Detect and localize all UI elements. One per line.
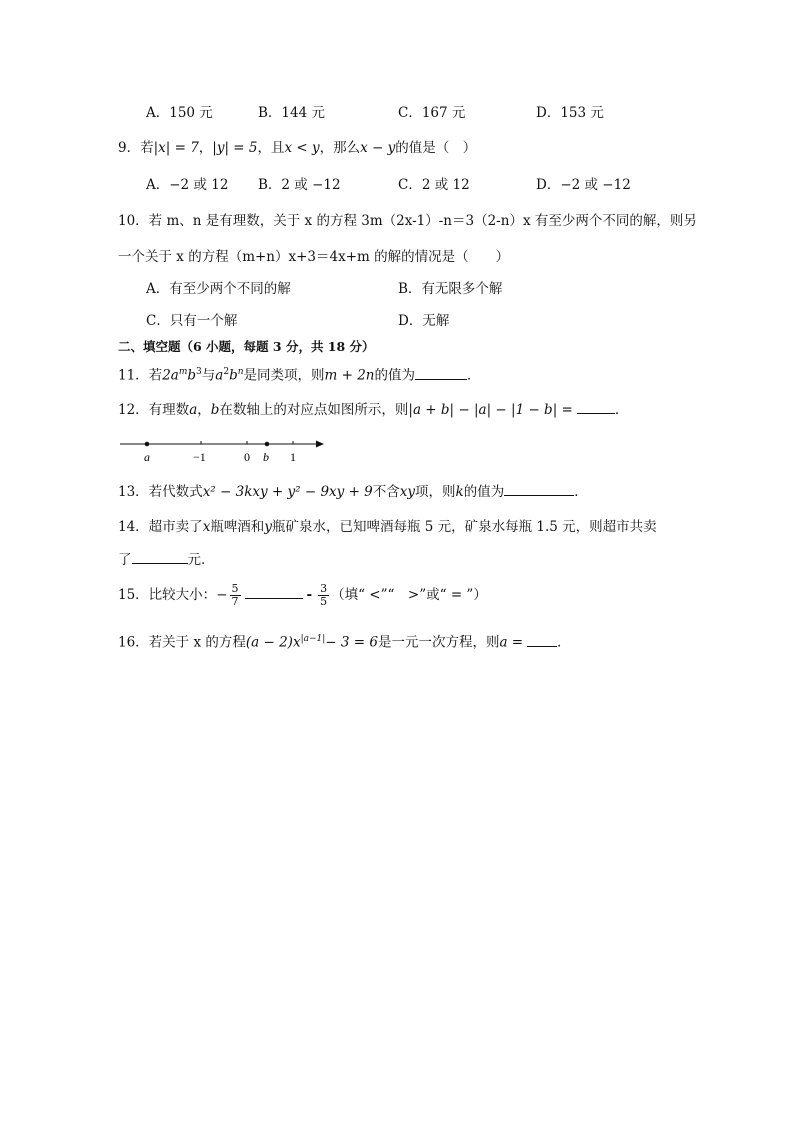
q10-option-a: A．有至少两个不同的解	[146, 281, 291, 297]
q11-term1-exp-3: 3	[196, 367, 202, 377]
q14-line-2	[118, 550, 215, 569]
q15-neg-sign: −	[216, 587, 228, 603]
q9-and: ，且	[257, 140, 285, 156]
q9-sep: ，	[198, 140, 213, 156]
q16-a: a =	[499, 634, 524, 651]
q12-stem	[118, 400, 628, 419]
q15-fraction-1	[230, 583, 241, 608]
q11-answer-blank	[415, 366, 467, 380]
q14-part-d: 了	[118, 552, 132, 568]
q14-var-x: x	[202, 519, 211, 535]
q9-option-a: A．−2 或 12	[146, 177, 229, 193]
q12-var-a: a	[189, 402, 198, 418]
q15-instruction: （填“ <”“ >”或“ = ”）	[331, 587, 487, 603]
q9-tail: 的值是（ ）	[395, 140, 477, 156]
point-a-dot	[145, 442, 150, 447]
q8-option-a: A．150 元	[146, 105, 213, 121]
q13-post: 项，则	[415, 484, 456, 500]
q12-number: 12．有理数	[118, 402, 190, 418]
q9-abs-y: |y| = 5	[212, 140, 258, 156]
q9-option-d: D．−2 或 −12	[536, 177, 631, 193]
point-b-dot	[265, 442, 270, 447]
q11-term1: 2a	[162, 367, 179, 384]
q14-answer-blank	[132, 550, 188, 564]
number-line	[118, 434, 338, 466]
q9-option-b: B．2 或 −12	[258, 177, 341, 193]
q13-stem: 13．若代数式x² − 3kxy + y² − 9xy + 9不含xy项，则k的值为 ．	[118, 484, 588, 500]
q16-expression-rest: − 3 = 6	[325, 634, 378, 651]
q12-var-b: b	[210, 402, 220, 418]
q15-denominator-1: 7	[231, 595, 239, 608]
q16-stem	[118, 630, 571, 652]
q13-end: 的值为	[463, 484, 505, 500]
q13-number: 13．若代数式	[118, 484, 203, 500]
q12-expression: |a + b| − |a| − |1 − b| =	[408, 402, 573, 418]
q11-mid: 与	[201, 367, 216, 384]
q12-comma: ，	[197, 402, 211, 418]
q14-part-e: 元．	[187, 552, 215, 568]
q12-end: ．	[614, 402, 629, 418]
q14-part-c: 瓶矿泉水，已知啤酒每瓶 5 元，矿泉水每瓶 1.5 元，则超市共卖	[271, 519, 657, 535]
q9-stem	[118, 139, 476, 157]
label-one: 1	[290, 450, 296, 464]
q13-xy: xy	[399, 484, 416, 500]
q15-dash: -	[306, 587, 313, 603]
q14-line-1	[118, 518, 657, 536]
q15-answer-blank	[245, 582, 303, 599]
q9-number: 9．若	[118, 140, 154, 156]
q11-number: 11．若	[118, 367, 163, 384]
q13-mid: 不含	[372, 484, 400, 500]
q13-k: k	[455, 484, 464, 500]
q9-option-c: C．2 或 12	[398, 177, 470, 193]
q9-then: ，那么	[319, 140, 361, 156]
q11-term2-exp-2: 2	[223, 367, 230, 377]
q11-end: 的值为	[374, 367, 415, 384]
q15-stem	[118, 580, 487, 610]
q16-expression: (a − 2)x	[245, 634, 301, 651]
q10-line-2: 一个关于 x 的方程（m+n）x+3＝4x+m 的解的情况是（ ）	[118, 249, 510, 265]
q10-option-c: C．只有一个解	[146, 313, 238, 329]
label-zero: 0	[244, 450, 250, 464]
q11-stem: 11．若$2a^mb^3$与$a^2b^n$是同类项，则m + 2n的值为 ．	[118, 367, 481, 384]
q11-term1-b: b	[187, 367, 197, 384]
q13-answer-blank	[504, 482, 574, 496]
q10-line-1: 10．若 m、n 是有理数，关于 x 的方程 3m（2x-1）-n＝3（2-n）x 有至少两个不同的解，则另	[118, 213, 697, 229]
q11-term2-b: b	[229, 367, 238, 384]
q15-number: 15．比较大小：	[118, 587, 217, 603]
q14-var-y: y	[264, 519, 272, 535]
q9-abs-x: |x| = 7	[153, 140, 199, 156]
q16-answer-blank	[527, 633, 557, 647]
number-line-arrow	[316, 441, 324, 448]
q11-term2: a	[215, 367, 224, 384]
q15-numerator-2: 3	[320, 582, 328, 595]
label-b: b	[263, 450, 269, 464]
section-heading-fill-in: 二、填空题（6 小题，每题 3 分，共 18 分）	[118, 339, 375, 354]
q9-expression: x − y	[360, 140, 396, 156]
q16-end: ．	[557, 634, 571, 651]
q8-option-d: D．153 元	[536, 105, 604, 121]
q11-term1-exp-m: m	[178, 367, 188, 377]
q12-answer-blank	[577, 400, 615, 414]
q10-option-b: B．有无限多个解	[398, 281, 503, 297]
q11-post: 是同类项，则	[243, 367, 325, 384]
q8-option-c: C．167 元	[398, 105, 466, 121]
q14-part-a: 14．超市卖了	[118, 519, 203, 535]
q16-number: 16．若关于 x 的方程	[118, 634, 246, 651]
q9-condition: x < y	[284, 140, 320, 156]
q8-option-b: B．144 元	[258, 105, 325, 121]
q11-term2-exp-n: n	[237, 367, 244, 377]
q15-numerator-1: 5	[231, 582, 239, 595]
q16-exponent: |a−1|	[300, 634, 326, 644]
q15-denominator-2: 5	[320, 595, 328, 608]
q10-option-d: D．无解	[398, 313, 450, 329]
q13-expression: x² − 3kxy + y² − 9xy + 9	[202, 484, 373, 500]
label-minus-one: −1	[193, 450, 206, 464]
label-a: a	[144, 450, 150, 464]
q11-expression: m + 2n	[324, 367, 375, 384]
q12-mid: 在数轴上的对应点如图所示，则	[219, 402, 409, 418]
q14-part-b: 瓶啤酒和	[210, 519, 265, 535]
q16-mid: 是一元一次方程，则	[377, 634, 500, 651]
q15-fraction-2	[318, 583, 329, 608]
